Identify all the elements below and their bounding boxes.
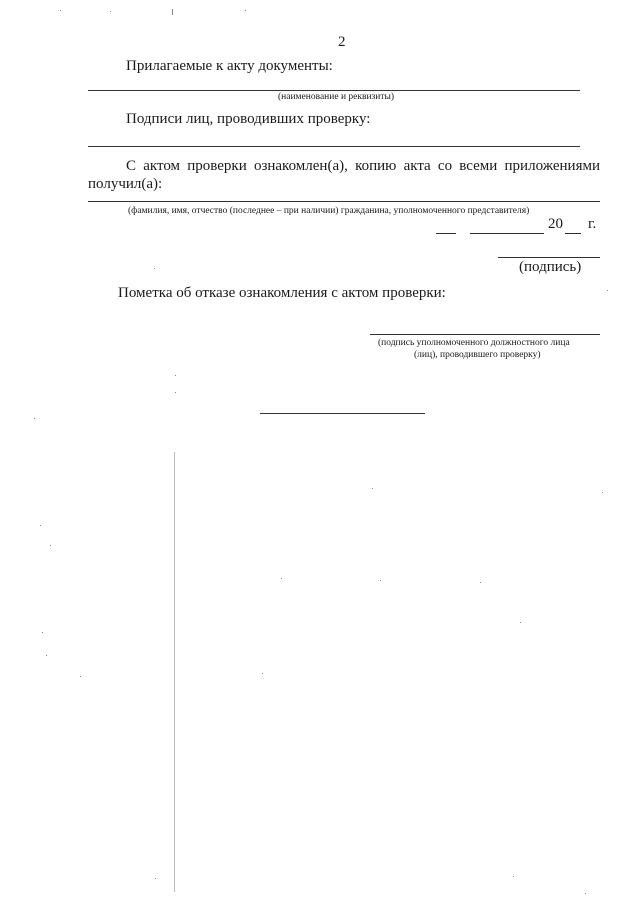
refusal-caption-line-2: (лиц), проводившего проверку) <box>414 350 541 360</box>
scan-artifact <box>513 876 514 877</box>
scan-artifact <box>281 578 282 579</box>
date-year-line <box>565 233 581 234</box>
date-day-line <box>436 233 456 234</box>
closing-separator <box>260 413 425 414</box>
scan-artifact <box>372 488 373 489</box>
scan-artifact <box>585 893 586 894</box>
scan-margin-line <box>174 452 175 892</box>
acknowledgement-name-caption: (фамилия, имя, отчество (последнее – при наличии) гражданина, уполномоченного представителя) <box>128 206 530 216</box>
scan-artifact <box>607 290 608 291</box>
scan-artifact <box>46 655 47 656</box>
acknowledgement-line-2: получил(а): <box>88 176 163 192</box>
scan-artifact <box>172 9 173 15</box>
acknowledgement-name-line <box>88 201 600 202</box>
scan-artifact <box>262 673 263 674</box>
acknowledgement-signature-caption: (подпись) <box>519 259 582 275</box>
scan-artifact <box>245 10 246 11</box>
acknowledgement-paragraph <box>88 157 600 193</box>
scan-artifact <box>34 418 35 419</box>
refusal-caption-line-1: (подпись уполномоченного должностного лица <box>378 338 570 348</box>
scan-artifact <box>155 878 156 879</box>
scan-artifact <box>602 492 603 493</box>
date-suffix: г. <box>588 216 597 232</box>
scan-artifact <box>520 622 521 623</box>
scan-artifact <box>50 545 51 546</box>
scan-artifact <box>42 632 43 633</box>
scan-artifact <box>175 392 176 393</box>
date-month-line <box>470 233 544 234</box>
attached-documents-line <box>88 90 580 91</box>
date-year-prefix: 20 <box>548 216 563 232</box>
attached-documents-label: Прилагаемые к акту документы: <box>126 58 333 74</box>
refusal-label: Пометка об отказе ознакомления с актом проверки: <box>118 285 446 301</box>
refusal-signature-line <box>370 334 600 335</box>
scan-artifact <box>380 580 381 581</box>
acknowledgement-line-1: С актом проверки ознакомлен(а), копию акта со всеми приложениями <box>126 158 600 174</box>
attached-documents-caption: (наименование и реквизиты) <box>278 92 395 102</box>
inspectors-signatures-label: Подписи лиц, проводивших проверку: <box>126 111 371 127</box>
scan-artifact <box>154 268 155 269</box>
inspectors-signatures-line <box>88 146 580 147</box>
acknowledgement-signature-line <box>498 257 600 258</box>
scan-artifact <box>80 676 81 677</box>
scan-artifact <box>480 582 481 583</box>
scan-artifact <box>175 375 176 376</box>
scan-artifact <box>40 525 41 526</box>
scan-artifact <box>60 10 61 11</box>
page-number: 2 <box>338 34 346 50</box>
scan-artifact <box>110 11 111 12</box>
